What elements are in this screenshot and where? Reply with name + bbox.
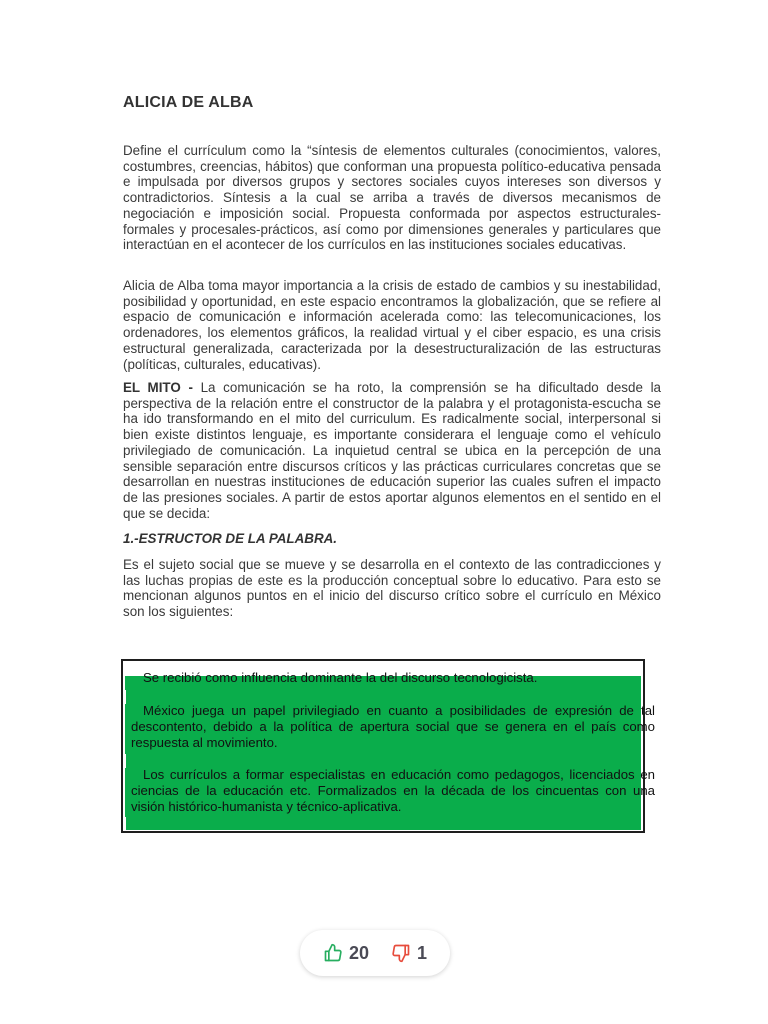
paragraph-definition: Define el currículum como la “síntesis de elementos culturales (conocimientos, valores, costumbres, creencias, hábitos) que conforman una propuesta político-educativa pensada e impulsada por diversos grupos y sectores sociales cuyos intereses son diversos y contradictorios. Síntesis a la cual se arriba a través de diversos mecanismos de negociación e imposición social. Propuesta conformada por aspectos estructurales-formales y procesales-prácticos, así como por dimensiones generales y particulares que interactúan en el acontecer de los currículos en las instituciones sociales educativas. [123,143,661,253]
upvote-count: 20 [348,942,369,963]
box-item-2: México juega un papel privilegiado en cuanto a posibilidades de expresión de tal descontento, debido a la política de apertura social que se genera en el país como respuesta al movimiento. [131,703,655,750]
upvote-button[interactable] [323,943,369,964]
paragraph-sujeto-social: Es el sujeto social que se mueve y se desarrolla en el contexto de las contradicciones y las luchas propias de este es la producción conceptual sobre lo educativo. Para esto se mencionan algunos puntos en el inicio del discurso crítico sobre el currículo en México son los siguientes: [123,557,661,620]
box-item-1: Se recibió como influencia dominante la del discurso tecnologicista. [143,670,538,685]
paragraph-crisis: Alicia de Alba toma mayor importancia a la crisis de estado de cambios y su inestabilidad, posibilidad y oportunidad, en este espacio encontramos la globalización, que se refiere al espacio de comunicación e información acelerada como: las telecomunicaciones, los ordenadores, los elementos gráficos, la realidad virtual y el ciber espacio, es una crisis estructural generalizada, caracterizada por la desestructuralización de las estructuras (políticas, culturales, educativas). [123,278,661,372]
section-heading-estructor: 1.-ESTRUCTOR DE LA PALABRA. [123,531,338,546]
vote-bar [300,930,450,976]
document-title: ALICIA DE ALBA [123,94,254,111]
box-item-3: Los currículos a formar especialistas en educación como pedagogos, licenciados en ciencias de la educación etc. Formalizados en la década de los cincuentas con una visión histórico-humanista y técnico-aplicativa. [131,767,655,814]
box-marker [123,690,126,704]
box-marker [123,817,126,831]
thumbs-down-icon [391,943,411,963]
paragraph-mito [123,380,661,521]
thumbs-up-icon [323,943,343,963]
box-marker [123,754,126,768]
mito-label: EL MITO - [123,380,193,395]
downvote-button[interactable] [391,943,427,964]
downvote-count: 1 [417,942,428,963]
mito-text: La comunicación se ha roto, la comprensión se ha dificultado desde la perspectiva de la relación entre el constructor de la palabra y el protagonista-escucha se ha ido transformando en el mito del curriculum. Es radicalmente social, interpersonal si bien existe distintos lenguaje, es importante considerara el lenguaje como el vehículo privilegiado de comunicación. La inquietud central se ubica en la percepción de una sensible separación entre discursos críticos y las prácticas curriculares concretas que se desarrollan en nuestras instituciones de educación superior las cuales sufren el impacto de las presiones sociales. A partir de estos aportar algunos elementos en el sentido en el que se decida: [123,380,661,521]
